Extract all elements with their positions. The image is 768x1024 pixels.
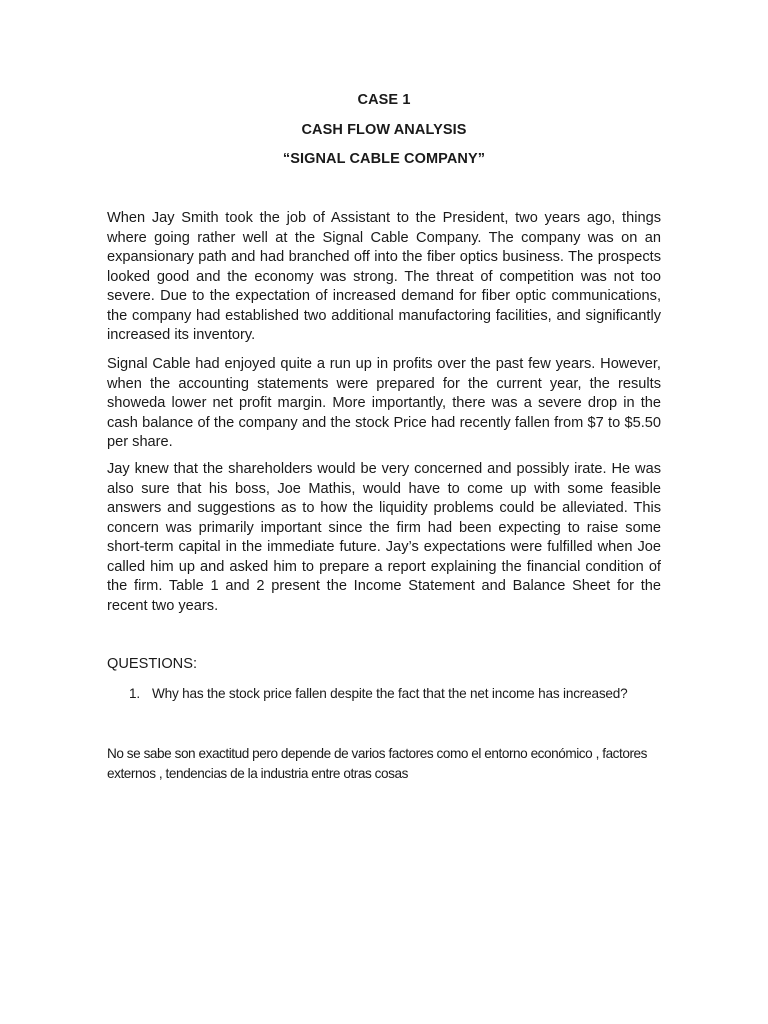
company-title: “SIGNAL CABLE COMPANY”	[282, 151, 486, 167]
question-item	[0, 686, 628, 701]
intro-paragraph: When Jay Smith took the job of Assistant to the President, two years ago, things where going rather well at the Signal Cable Company. The company was on an expansionary path and had branched off into the fiber optics business. The prospects looked good and the economy was strong. The threat of competition was not too severe. Due to the expectation of increased demand for fiber optic communications, the company had established two additional manufactoring facilities, and significantly increased its inventory.	[107, 210, 661, 343]
profits-paragraph: Signal Cable had enjoyed quite a run up in profits over the past few years. However, when the accounting statements were prepared for the current year, the results showeda lower net profit margin. More importantly, there was a severe drop in the cash balance of the company and the stock Price had recently fallen from $7 to $5.50 per share.	[107, 356, 661, 450]
concern-paragraph: Jay knew that the shareholders would be very concerned and possibly irate. He was also sure that his boss, Joe Mathis, would have to come up with some feasible answers and suggestions as to how the liquidity problems could be alleviated. This concern was primarily important since the firm had been expecting to raise some short-term capital in the immediate future. Jay’s expectations were fulfilled when Joe called him up and asked him to prepare a report explaining the financial condition of the firm. Table 1 and 2 present the Income Statement and Balance Sheet for the recent two years.	[107, 461, 661, 614]
questions-heading: QUESTIONS:	[107, 656, 198, 672]
question-number: 1.	[129, 686, 140, 701]
answer-text: No se sabe son exactitud pero depende de varios factores como el entorno económico , factores externos , tendencias de la industria entre otras cosas	[107, 746, 647, 781]
question-list	[0, 686, 628, 701]
case-title: CASE 1	[357, 92, 411, 108]
question-text: Why has the stock price fallen despite the fact that the net income has increased?	[152, 686, 628, 701]
case-subtitle: CASH FLOW ANALYSIS	[301, 122, 467, 138]
